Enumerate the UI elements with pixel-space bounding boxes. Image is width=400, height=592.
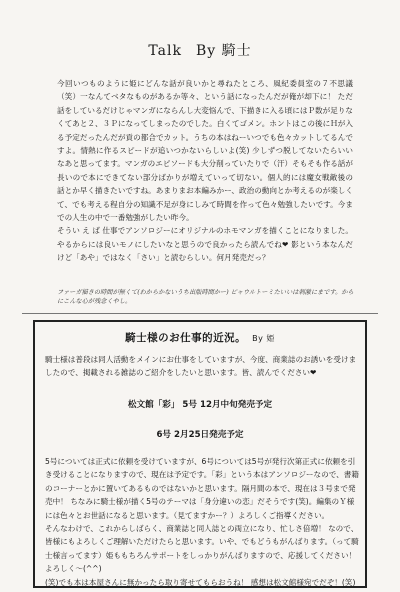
box-paragraph: よろしく～(^^) [45, 564, 102, 574]
talk-heading [0, 40, 400, 60]
section-divider [22, 313, 378, 314]
box-intro [45, 354, 357, 380]
talk-author: By 騎士 [195, 43, 252, 59]
talk-body [57, 77, 353, 265]
release-date-issue-5: 松文館「彩」 5号 12月中旬発売予定 [127, 400, 273, 410]
box-intro-paragraph: 騎士様は普段は同人活動をメインにお仕事をしていますが、今度、商業誌のお誘いを受けましたので、掲載される雑誌のご紹介をしたいと思います。皆、読んでください❤ [45, 355, 357, 377]
box-body [45, 455, 361, 589]
talk-paragraph: 今回いつものように姫にどんな話が良いかと尋ねたところ、風紀委員室の７不思議（笑）一なんてベタなものがあるか等々、という話になったんだが俺が却下に！ ただ話をしているだけじゃマンガにならんし大変悩んで、下描きに入る頃にはＰ数が足りなくてあと２、３Ｐになってしまったのでした。白くてゴメン。ホントはこの後にＨが入る予定だったんだが貢の都合でカット。うちの本はねーいつでも色々カットしてるんですよ。情熱に作るスピードが追いつかないらしいよ(笑) 少しずつ脱してないたらいいなあと思ってます。マンガのエピソードも大分削っていたりで（汗）そもそも作る話が長いので本にできてない部分ばかりが増えていって切ない。個人的には魔女戦敵後の話とか早く描きたいですね。あまりまお本編みかー、政治の動向とか考えるのが楽しくて、でも考える程自分の知識不足が身にしみて時間を作って色々勉強したいです。今までの人生の中で一番勉強がしたい昨今。 [57, 79, 353, 223]
box-title: 騎士様のお仕事的近況。 [125, 332, 247, 344]
box-paragraph: そんなわけで、これからしばらく、商業誌と同人誌との両立になり、忙しさ倍増！ なので、皆様にもよろしくご理解いただけたらと思います。いや、でもどうもがんばります。（って騎士様言ってます）姫ももちろんサポートをしっかりがんばりますので、応援してください！ [45, 524, 359, 560]
work-news-box [33, 320, 367, 588]
talk-title: Talk [148, 43, 182, 59]
box-author: By 姫 [252, 334, 275, 343]
box-heading [35, 330, 365, 345]
handwritten-note: ファーガ描きの時間が無くて(わからかないうち出版時間かー) ピャウルトーミたいいは刺激にまです。からにこんな心が残念くやし。 [57, 289, 354, 305]
box-footer: (笑)でも本は本屋さんに無かったら取り寄せてもらおうね！ 感想は松文館様宛でだぞ！(笑) [45, 577, 356, 587]
release-date-issue-6: 6号 2月25日発売予定 [156, 430, 244, 440]
box-paragraph: 5号については正式に依頼を受けていますが、6号については5号が発行次第正式に依頼を引き受けることになりますので、現在は予定です。「彩」という本はアンソロジーなので、書籍のコーナーとかに置いてあるものではないかと思います。隔月間の本で、現在は３号まで発売中！ ちなみに騎士様が描く5号のテーマは「身分違いの恋」だそうです(笑)。編集のＹ様には色々とお世話になると思います。（見てますかー？）よろしくご指導ください。 [45, 457, 359, 520]
talk-paragraph: そうい え ば 仕事でアンソロジーにオリジナルのホモマンガを描くことになりました。やるからには良いモノにしたいなと思うので良かったら読んでね❤ 影という本なんだけど「あや」ではなく「さい」と読むらしい。何月発売だっ？ [57, 226, 353, 263]
